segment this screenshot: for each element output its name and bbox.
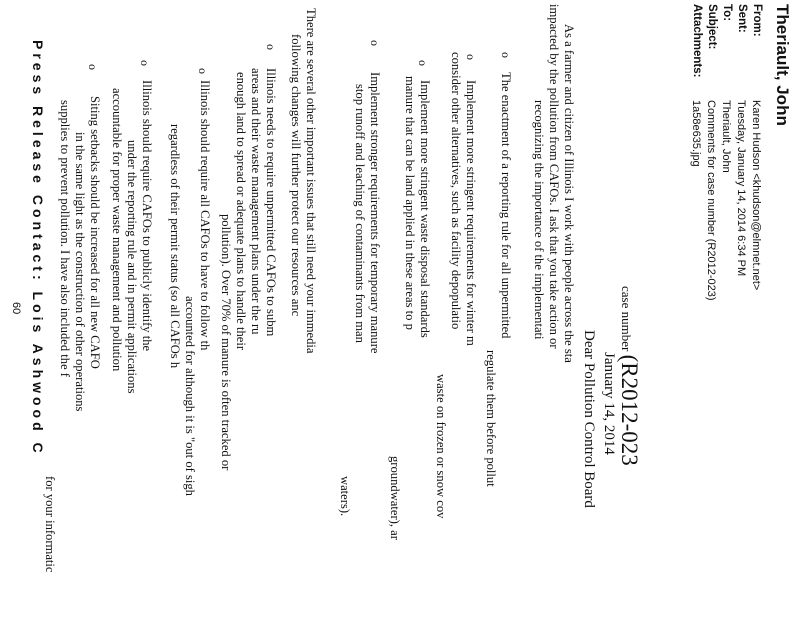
bullet-marker: o [138,60,152,66]
bullet-marker: o [416,60,430,66]
bullet-a3-line-3: groundwater), ar [388,456,402,540]
attachments-label: Attachments: [691,4,703,78]
bullet-marker: o [264,44,278,50]
from-value[interactable]: Karen Hudson <khudson@elmnet.net> [750,100,762,291]
bullet-a3-line-2: manure that can be land applied in these areas to p [403,76,417,330]
bullet-a4-line-1: Implement stronger requirements for temporary manure [368,72,382,354]
bullet-a2-line-1: Implement more stringent requirements for winter m [464,80,478,346]
press-release-contact: Press Release Contact: Lois Ashwood C [30,40,46,457]
subject-label: Subject: [706,4,718,50]
bullet-a1-line-2: regulate them before pollut [484,350,498,487]
transition-line-1: There are several other important issues that still need your immedia [304,8,318,354]
bullet-b4-line-3: supplies to prevent pollution. I have also included the f [58,100,72,378]
bullet-b1-line-1: Illinois needs to require unpermitted CAFOs to subm [264,68,278,337]
bullet-a2-line-3: waste on frozen or snow cov [434,374,448,519]
bullet-b4-line-1: Siting setbacks should be increased for all new CAFO [88,96,102,369]
bullet-a4-line-3: waters). [338,476,352,517]
bullet-marker: o [499,52,513,58]
bullet-b2-line-3: regardless of their permit status (so all CAFOs h [168,124,182,369]
from-label: From: [751,4,763,37]
sender-name: Theriault, John [773,4,792,126]
bullet-b1-line-2: areas and their waste management plans under the ru [249,68,263,335]
bullet-b1-line-4: pollution). Over 70% of manure is often tracked or [219,214,233,471]
bullet-b3-line-1: Illinois should require CAFOs to publicly identify the [140,80,154,352]
subject-value: Comments for case number (R2012-023) [705,100,717,301]
bullet-marker: o [86,64,100,70]
case-number: (R2012-023 [617,354,642,466]
bullet-a2-line-2: consider other alternatives, such as facility depopulatio [449,52,463,330]
bullet-marker: o [368,40,382,46]
bullet-b2-line-1: Illinois should require all CAFOs to have to follow th [198,80,212,351]
to-value: Theriault, John [720,100,732,173]
bullet-b4-line-4: for your informatic [43,476,57,573]
attachment-file-link[interactable]: 1a58e635.jpg [690,100,702,167]
bullet-marker: o [464,54,478,60]
intro-line-3: recognizing the importance of the implementati [532,100,546,340]
salutation: Dear Pollution Control Board [581,330,597,508]
letter-date: January 14, 2014 [601,352,617,455]
page-number: 60 [10,302,22,315]
bullet-b4-line-2: in the same light as the construction of other operations [73,132,87,412]
intro-line-2: impacted by the pollution from CAFOs. I ask that you take action or [547,4,561,349]
transition-line-2: following changes will further protect our resources anc [289,34,303,317]
bullet-b3-line-2: under the reporting rule and in permit applications [125,140,139,394]
sent-value: Tuesday, January 14, 2014 6:34 PM [735,100,747,277]
to-label: To: [721,4,733,22]
sent-label: Sent: [736,4,748,33]
case-prefix: case number [619,286,634,352]
bullet-b2-line-2: accounted for although it is "out of sigh [183,296,197,496]
bullet-b1-line-3: enough land to spread or adequate plans to handle their [234,72,248,351]
intro-line-1: As a farmer and citizen of Illinois I work with people across the sta [562,24,576,363]
bullet-a1-line-1: The enactment of a reporting rule for all unpermitted [499,72,513,339]
bullet-b3-line-3: accountable for proper waste management and pollution [110,88,124,372]
bullet-a3-line-1: Implement more stringent waste disposal standards [418,80,432,338]
bullet-a4-line-2: stop runoff and leaching of contaminants from man [353,84,367,343]
case-number-line [616,286,642,466]
bullet-marker: o [196,68,210,74]
